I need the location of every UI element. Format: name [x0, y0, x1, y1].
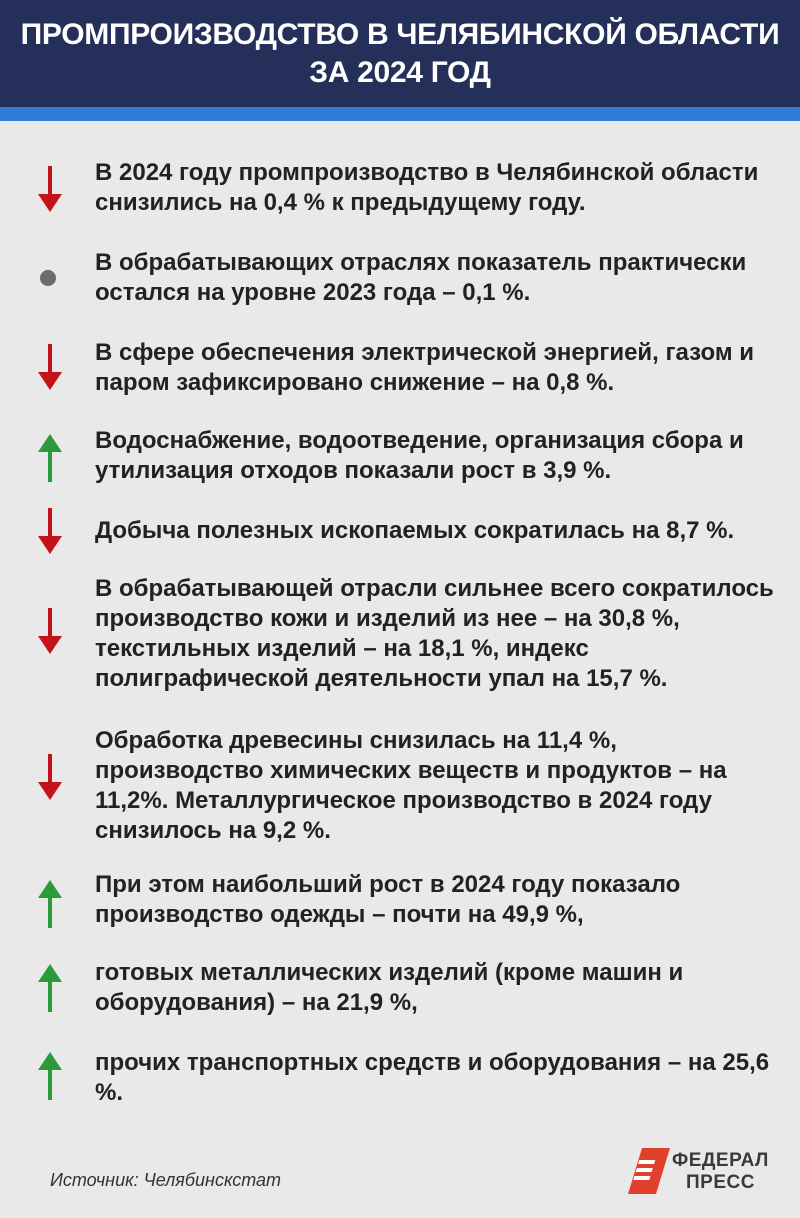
item-text: Добыча полезных ископаемых сократилась на 8,7 %. [95, 517, 735, 544]
item-text: В обрабатывающей отрасли сильнее всего сократилось производство кожи и изделий из нее – на 30,8 %, текстильных изделий – на 18,1 %, индекс полиграфической деятельности упал на 15,7 %. [95, 575, 774, 692]
arrow-down-icon [36, 608, 64, 656]
item-text: В 2024 году промпроизводство в Челябинской области снизились на 0,4 % к предыдущему году. [95, 159, 759, 216]
item-text: прочих транспортных средств и оборудования – на 25,6 %. [95, 1049, 770, 1106]
arrow-down-icon [36, 344, 64, 392]
item-text: В сфере обеспечения электрической энергией, газом и паром зафиксировано снижение – на 0,8 %. [95, 339, 755, 396]
logo-wordmark [672, 1150, 769, 1194]
header-banner [0, 0, 800, 107]
arrow-up-icon [36, 964, 64, 1012]
federalpress-logo-icon [628, 1148, 670, 1194]
item-text: Водоснабжение, водоотведение, организация сбора и утилизация отходов показали рост в 3,9 %. [95, 427, 744, 484]
item-text: готовых металлических изделий (кроме машин и оборудования) – на 21,9 %, [95, 959, 684, 1016]
item-text: В обрабатывающих отраслях показатель практически остался на уровне 2023 года – 0,1 %. [95, 249, 747, 306]
arrow-up-icon [36, 1052, 64, 1100]
arrow-down-icon [36, 166, 64, 214]
logo-line-2: ПРЕСС [686, 1172, 755, 1193]
logo-line-1: ФЕДЕРАЛ [672, 1150, 769, 1171]
dot-icon [40, 270, 56, 286]
source-note: Источник: Челябинскстат [50, 1170, 282, 1190]
arrow-down-icon [36, 754, 64, 802]
arrow-up-icon [36, 880, 64, 928]
item-text: Обработка древесины снизилась на 11,4 %, производство химических веществ и продуктов – на 11,2%. Металлургическое производство в 2024 году снизилось на 9,2 %. [95, 727, 727, 844]
accent-stripe [0, 107, 800, 121]
brand-logo [628, 1148, 778, 1196]
arrow-up-icon [36, 434, 64, 482]
item-text: При этом наибольший рост в 2024 году показало производство одежды – почти на 49,9 %, [95, 871, 681, 928]
page-title: ПРОМПРОИЗВОДСТВО В ЧЕЛЯБИНСКОЙ ОБЛАСТИ ЗА 2024 ГОД [20, 17, 780, 89]
arrow-down-icon [36, 508, 64, 556]
